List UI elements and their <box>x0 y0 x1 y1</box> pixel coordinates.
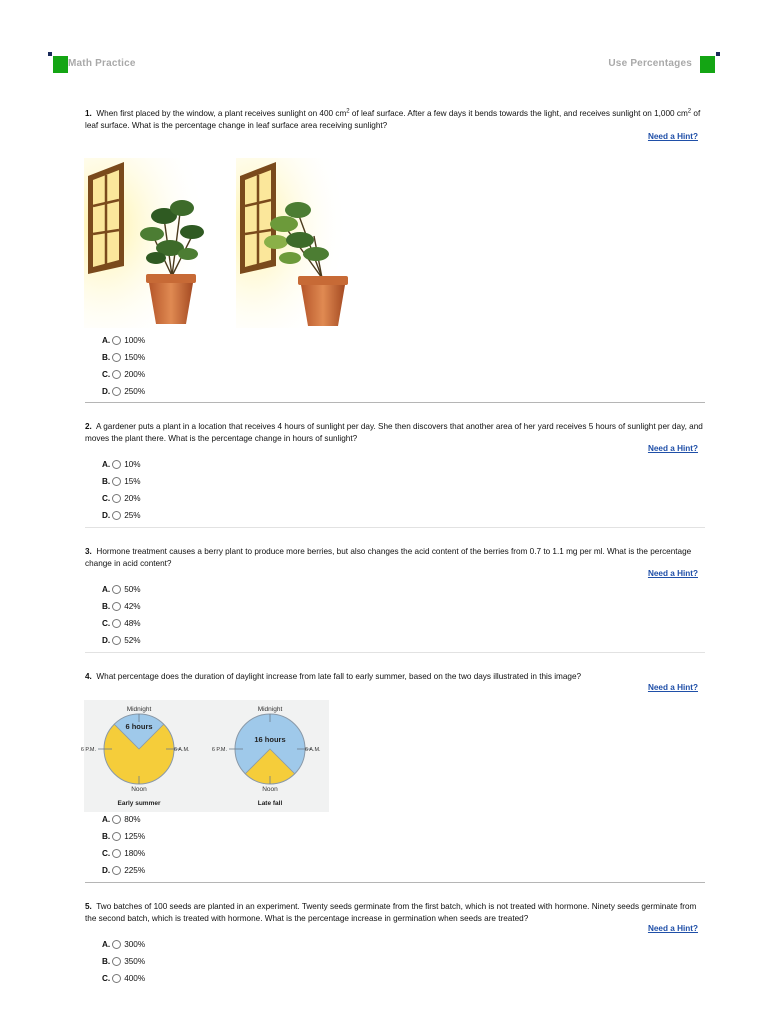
choice-letter: D. <box>102 636 111 645</box>
clock-caption: Early summer <box>117 800 161 807</box>
scene-after <box>236 158 354 328</box>
radio-button[interactable] <box>112 494 121 503</box>
hours-label: 6 hours <box>125 722 153 731</box>
clock-label-top: Midnight <box>126 706 152 713</box>
answer-choice[interactable] <box>102 349 145 366</box>
question-2-choices <box>102 456 141 524</box>
choice-letter: A. <box>102 336 111 345</box>
radio-button[interactable] <box>112 387 121 396</box>
superscript: 2 <box>687 108 692 115</box>
answer-choice[interactable] <box>102 332 145 349</box>
green-square-logo-icon <box>48 52 70 74</box>
radio-button[interactable] <box>112 336 121 345</box>
choice-letter: C. <box>102 494 111 503</box>
choice-value: 42% <box>124 602 141 611</box>
choice-value: 180% <box>124 849 146 858</box>
choice-value: 80% <box>124 815 141 824</box>
answer-choice[interactable] <box>102 845 145 862</box>
answer-choice[interactable] <box>102 811 145 828</box>
question-number: 1. <box>85 109 92 118</box>
radio-button[interactable] <box>112 974 121 983</box>
clock-label-right: 6 A.M. <box>174 747 190 753</box>
question-number: 5. <box>85 902 92 911</box>
answer-choice[interactable] <box>102 383 145 400</box>
question-3-choices <box>102 581 141 649</box>
question-4-choices <box>102 811 145 879</box>
clock-label-bottom: Noon <box>262 786 278 793</box>
choice-letter: C. <box>102 849 111 858</box>
question-text-part: Two batches of 100 seeds are planted in an experiment. Twenty seeds germinate from the first batch, which is not treated with hormone. Ninety seeds germinate from the second batch, which is treated with hormone. What is the percentage increase in germination when seeds are treated? <box>85 902 697 923</box>
radio-button[interactable] <box>112 849 121 858</box>
clock-label-top: Midnight <box>257 706 283 713</box>
question-text-part: A gardener puts a plant in a location that receives 4 hours of sunlight per day. She then discovers that another area of her yard receives 5 hours of sunlight per day, and moves the plant there. What is the percentage change in hours of sunlight? <box>85 422 703 443</box>
choice-letter: B. <box>102 602 111 611</box>
question-5-choices <box>102 936 145 987</box>
choice-value: 25% <box>124 511 141 520</box>
answer-choice[interactable] <box>102 632 141 649</box>
answer-choice[interactable] <box>102 456 141 473</box>
question-number: 2. <box>85 422 92 431</box>
radio-button[interactable] <box>112 940 121 949</box>
answer-choice[interactable] <box>102 828 145 845</box>
choice-value: 15% <box>124 477 141 486</box>
question-2-text <box>85 421 705 445</box>
answer-choice[interactable] <box>102 366 145 383</box>
answer-choice[interactable] <box>102 581 141 598</box>
choice-value: 48% <box>124 619 141 628</box>
answer-choice[interactable] <box>102 598 141 615</box>
question-number: 3. <box>85 547 92 556</box>
radio-button[interactable] <box>112 602 121 611</box>
superscript: 2 <box>346 108 350 115</box>
choice-value: 400% <box>124 974 146 983</box>
choice-letter: A. <box>102 815 111 824</box>
hint-link[interactable]: Need a Hint? <box>647 924 698 933</box>
scene-before <box>84 158 214 328</box>
radio-button[interactable] <box>112 619 121 628</box>
answer-choice[interactable] <box>102 490 141 507</box>
radio-button[interactable] <box>112 511 121 520</box>
question-divider <box>85 882 705 883</box>
radio-button[interactable] <box>112 370 121 379</box>
choice-letter: B. <box>102 353 111 362</box>
answer-choice[interactable] <box>102 953 145 970</box>
page-header <box>48 52 720 78</box>
radio-button[interactable] <box>112 460 121 469</box>
choice-letter: B. <box>102 477 111 486</box>
clock-label-right: 6 A.M. <box>305 747 321 753</box>
header-left-title: Math Practice <box>68 57 136 69</box>
radio-button[interactable] <box>112 957 121 966</box>
choice-letter: A. <box>102 940 111 949</box>
choice-letter: C. <box>102 974 111 983</box>
answer-choice[interactable] <box>102 936 145 953</box>
choice-letter: C. <box>102 370 111 379</box>
choice-letter: B. <box>102 832 111 841</box>
choice-letter: D. <box>102 387 111 396</box>
choice-value: 150% <box>124 353 146 362</box>
question-3-text <box>85 546 705 570</box>
clock-label-left: 6 P.M. <box>211 747 227 753</box>
header-right-title: Use Percentages <box>608 57 692 69</box>
radio-button[interactable] <box>112 866 121 875</box>
question-text-part: Hormone treatment causes a berry plant to produce more berries, but also changes the acid content of the berries from 0.7 to 1.1 mg per ml. What is the percentage change in acid content? <box>85 547 692 568</box>
header-right <box>608 52 720 74</box>
choice-letter: D. <box>102 511 111 520</box>
question-5-text <box>85 901 705 925</box>
clock-label-left: 6 P.M. <box>80 747 96 753</box>
radio-button[interactable] <box>112 585 121 594</box>
question-divider <box>85 402 705 403</box>
green-square-logo-icon <box>698 52 720 74</box>
choice-value: 250% <box>124 387 146 396</box>
choice-letter: C. <box>102 619 111 628</box>
radio-button[interactable] <box>112 832 121 841</box>
hint-link[interactable]: Need a Hint? <box>647 444 698 453</box>
answer-choice[interactable] <box>102 862 145 879</box>
question-4-text <box>85 671 705 683</box>
choice-value: 200% <box>124 370 146 379</box>
choice-value: 50% <box>124 585 141 594</box>
hint-link[interactable]: Need a Hint? <box>647 132 698 141</box>
question-1-choices <box>102 332 145 400</box>
answer-choice[interactable] <box>102 507 141 524</box>
choice-value: 125% <box>124 832 146 841</box>
choice-value: 100% <box>124 336 146 345</box>
question-text-part: When first placed by the window, a plant receives sunlight on 400 cm <box>96 109 347 118</box>
choice-letter: A. <box>102 585 111 594</box>
radio-button[interactable] <box>112 477 121 486</box>
question-1-text <box>85 108 705 132</box>
question-divider <box>85 652 705 653</box>
question-divider <box>85 527 705 528</box>
question-number: 4. <box>85 672 92 681</box>
daylight-clock-figure <box>80 700 329 812</box>
question-text-part: What percentage does the duration of daylight increase from late fall to early summer, based on the two days illustrated in this image? <box>96 672 582 681</box>
answer-choice[interactable] <box>102 615 141 632</box>
answer-choice[interactable] <box>102 473 141 490</box>
answer-choice[interactable] <box>102 970 145 987</box>
radio-button[interactable] <box>112 636 121 645</box>
radio-button[interactable] <box>112 815 121 824</box>
hours-label: 16 hours <box>254 735 286 744</box>
choice-value: 225% <box>124 866 146 875</box>
choice-value: 20% <box>124 494 141 503</box>
choice-value: 52% <box>124 636 141 645</box>
choice-letter: A. <box>102 460 111 469</box>
plant-window-illustration <box>84 158 354 330</box>
header-left <box>48 52 136 74</box>
clock-label-bottom: Noon <box>131 786 147 793</box>
clock-caption: Late fall <box>257 800 283 807</box>
question-text-part: of leaf surface. What is the percentage change in leaf surface area receiving sunlight? <box>85 109 701 130</box>
choice-value: 350% <box>124 957 146 966</box>
choice-letter: D. <box>102 866 111 875</box>
choice-value: 10% <box>124 460 141 469</box>
choice-letter: B. <box>102 957 111 966</box>
choice-value: 300% <box>124 940 146 949</box>
radio-button[interactable] <box>112 353 121 362</box>
hint-link[interactable]: Need a Hint? <box>647 569 698 578</box>
question-text-part: of leaf surface. After a few days it bends towards the light, and receives sunlight on 1,000 cm <box>349 109 688 118</box>
hint-link[interactable]: Need a Hint? <box>647 683 698 692</box>
